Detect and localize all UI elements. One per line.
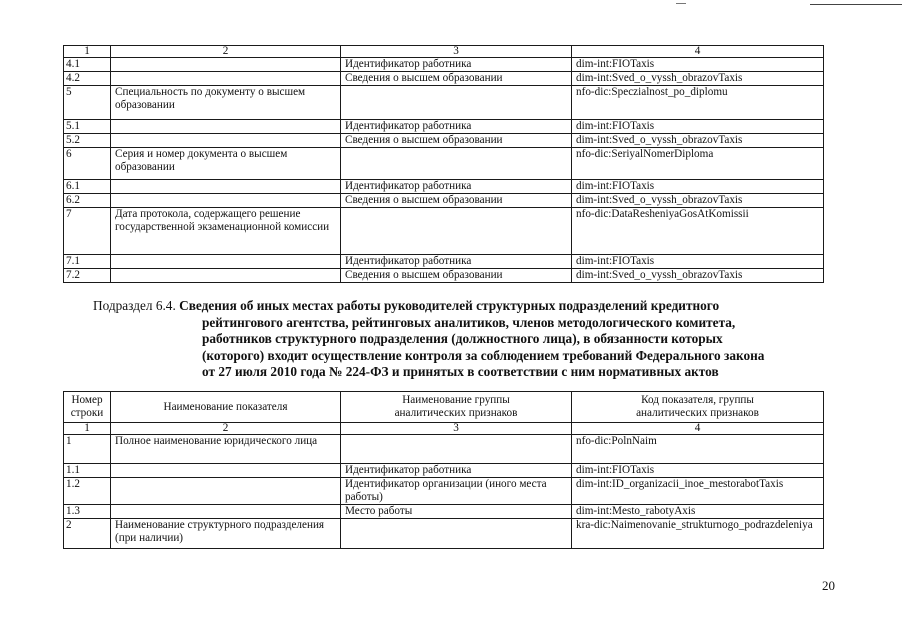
column-index-row — [64, 46, 824, 58]
row-number: 6.1 — [64, 180, 111, 194]
subsection-title-line: от 27 июля 2010 года № 224-ФЗ и принятых в соответствии с ним нормативных актов — [202, 364, 719, 379]
indicator-code: dim-int:FIOTaxis — [572, 255, 824, 269]
indicator-name — [111, 194, 341, 208]
group-name: Идентификатор работника — [341, 180, 572, 194]
group-name: Сведения о высшем образовании — [341, 134, 572, 148]
indicator-code: nfo-dic:SeriyalNomerDiploma — [572, 148, 824, 180]
header-group: Наименование группы аналитических признаков — [341, 392, 572, 423]
indicator-name — [111, 464, 341, 478]
row-number: 6.2 — [64, 194, 111, 208]
indicator-name — [111, 134, 341, 148]
row-number: 7.2 — [64, 269, 111, 283]
column-index-row — [64, 423, 824, 435]
group-name: Идентификатор работника — [341, 58, 572, 72]
row-number: 6 — [64, 148, 111, 180]
header-name: Наименование показателя — [111, 392, 341, 423]
table-row — [64, 134, 824, 148]
indicator-name — [111, 505, 341, 519]
column-index: 4 — [572, 46, 824, 58]
subsection-title-line: (которого) входит осуществление контроля за соблюдением требований Федерального закона — [202, 347, 765, 363]
column-index: 3 — [341, 46, 572, 58]
subsection-title-line: Сведения об иных местах работы руководителей структурных подразделений кредитного — [179, 298, 720, 313]
indicator-code: dim-int:FIOTaxis — [572, 464, 824, 478]
indicator-name: Специальность по документу о высшем образовании — [111, 86, 341, 120]
row-number: 5 — [64, 86, 111, 120]
subsection-heading — [93, 298, 845, 381]
group-name — [341, 86, 572, 120]
group-name: Идентификатор работника — [341, 464, 572, 478]
indicator-code: dim-int:Sved_o_vyssh_obrazovTaxis — [572, 134, 824, 148]
table-row — [64, 148, 824, 180]
column-index: 2 — [111, 46, 341, 58]
subsection-title-line: работников структурного подразделения (должностного лица), в обязанности которых — [202, 331, 723, 346]
indicator-name — [111, 478, 341, 505]
table-row — [64, 86, 824, 120]
group-name: Сведения о высшем образовании — [341, 269, 572, 283]
table-row — [64, 478, 824, 505]
indicator-code: nfo-dic:DataResheniyaGosAtKomissii — [572, 208, 824, 255]
indicator-code: dim-int:Sved_o_vyssh_obrazovTaxis — [572, 194, 824, 208]
subsection-label: Подраздел 6.4. — [93, 298, 176, 313]
column-index: 3 — [341, 423, 572, 435]
other-workplaces-table — [63, 391, 824, 549]
table-row — [64, 255, 824, 269]
row-number: 5.1 — [64, 120, 111, 134]
indicator-name — [111, 72, 341, 86]
table-row — [64, 505, 824, 519]
indicator-name — [111, 180, 341, 194]
indicator-code: dim-int:Mesto_rabotyAxis — [572, 505, 824, 519]
indicator-code: kra-dic:Naimenovanie_strukturnogo_podrazdeleniya — [572, 519, 824, 549]
indicator-name — [111, 120, 341, 134]
group-name: Место работы — [341, 505, 572, 519]
table-row — [64, 269, 824, 283]
column-index: 1 — [64, 46, 111, 58]
group-name — [341, 435, 572, 464]
indicator-code: dim-int:Sved_o_vyssh_obrazovTaxis — [572, 269, 824, 283]
group-name: Сведения о высшем образовании — [341, 72, 572, 86]
table-row — [64, 72, 824, 86]
row-number: 4.2 — [64, 72, 111, 86]
table-row — [64, 464, 824, 478]
page-number: 20 — [822, 578, 835, 593]
indicator-code: dim-int:FIOTaxis — [572, 120, 824, 134]
table-row — [64, 194, 824, 208]
indicator-name — [111, 255, 341, 269]
table-row — [64, 120, 824, 134]
row-number: 1.1 — [64, 464, 111, 478]
header-num: Номер строки — [64, 392, 111, 423]
column-index: 1 — [64, 423, 111, 435]
indicator-code: dim-int:FIOTaxis — [572, 58, 824, 72]
indicator-name — [111, 58, 341, 72]
scan-mark — [810, 4, 902, 5]
row-number: 2 — [64, 519, 111, 549]
indicator-code: dim-int:FIOTaxis — [572, 180, 824, 194]
header-row — [64, 392, 824, 423]
group-name: Сведения о высшем образовании — [341, 194, 572, 208]
group-name — [341, 519, 572, 549]
indicator-code: dim-int:ID_organizacii_inoe_mestorabotTaxis — [572, 478, 824, 505]
group-name: Идентификатор работника — [341, 255, 572, 269]
group-name — [341, 208, 572, 255]
indicator-name: Наименование структурного подразделения (при наличии) — [111, 519, 341, 549]
table-row — [64, 180, 824, 194]
row-number: 4.1 — [64, 58, 111, 72]
row-number: 7 — [64, 208, 111, 255]
indicator-name: Серия и номер документа о высшем образовании — [111, 148, 341, 180]
indicators-table-continued — [63, 45, 824, 283]
group-name — [341, 148, 572, 180]
group-name: Идентификатор организации (иного места работы) — [341, 478, 572, 505]
column-index: 4 — [572, 423, 824, 435]
indicator-name: Дата протокола, содержащего решение государственной экзаменационной комиссии — [111, 208, 341, 255]
header-code: Код показателя, группы аналитических признаков — [572, 392, 824, 423]
row-number: 7.1 — [64, 255, 111, 269]
group-name: Идентификатор работника — [341, 120, 572, 134]
table-row — [64, 58, 824, 72]
row-number: 5.2 — [64, 134, 111, 148]
row-number: 1.2 — [64, 478, 111, 505]
table-row — [64, 435, 824, 464]
row-number: 1.3 — [64, 505, 111, 519]
table-row — [64, 519, 824, 549]
scan-mark — [676, 3, 686, 4]
indicator-code: dim-int:Sved_o_vyssh_obrazovTaxis — [572, 72, 824, 86]
indicator-code: nfo-dic:PolnNaim — [572, 435, 824, 464]
column-index: 2 — [111, 423, 341, 435]
row-number: 1 — [64, 435, 111, 464]
table-row — [64, 208, 824, 255]
indicator-code: nfo-dic:Speczialnost_po_diplomu — [572, 86, 824, 120]
subsection-title-line: рейтингового агентства, рейтинговых аналитиков, членов методологического комитета, — [202, 314, 736, 330]
indicator-name — [111, 269, 341, 283]
indicator-name: Полное наименование юридического лица — [111, 435, 341, 464]
